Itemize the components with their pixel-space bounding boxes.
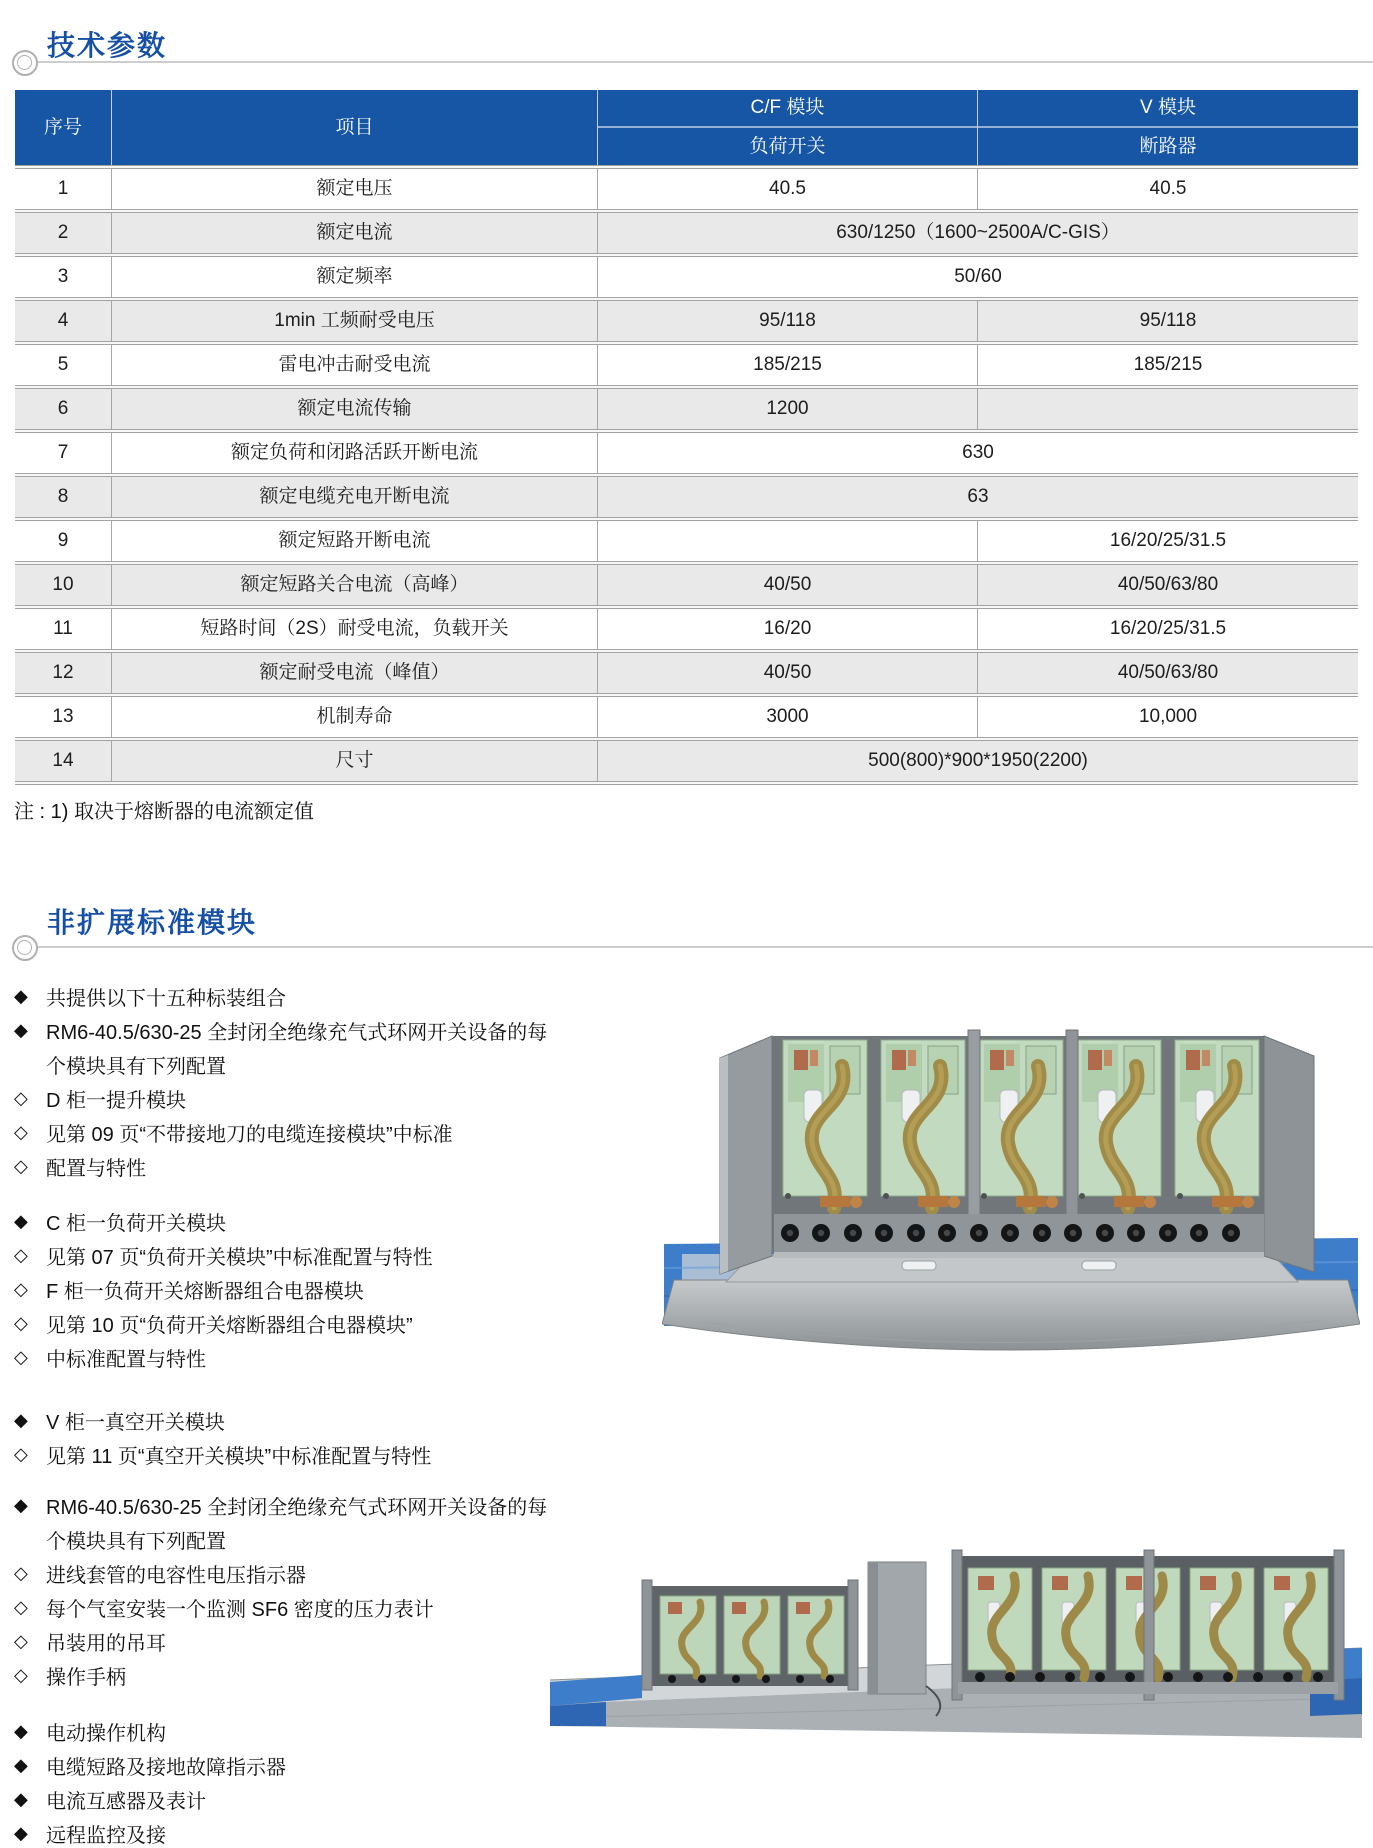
bullet-marker-icon: ◇: [14, 1155, 28, 1176]
bullet-marker-icon: ◇: [14, 1087, 28, 1108]
table-row: [15, 477, 1358, 517]
col-header-v-module: V 模块: [978, 90, 1358, 128]
cell-v: [978, 389, 1358, 429]
section-marker-icon: [12, 50, 38, 76]
table-row: [15, 345, 1358, 385]
list-item: [14, 1272, 604, 1306]
list-item: [14, 1047, 604, 1081]
list-item: [14, 1149, 604, 1183]
table-row: [15, 609, 1358, 649]
cell-cf: 16/20: [598, 609, 978, 649]
cell-cf: 3000: [598, 697, 978, 737]
table-header: [15, 90, 1358, 165]
cell-value-merged: 50/60: [954, 266, 1002, 287]
cell-item: 额定负荷和闭路活跃开断电流: [112, 433, 598, 473]
cell-v: 40.5: [1149, 178, 1187, 199]
bullet-marker-icon: ◇: [14, 1278, 28, 1299]
cell-cf: 1200: [598, 389, 978, 429]
list-item: [14, 1782, 604, 1816]
list-item-text: 见第 10 页“负荷开关熔断器组合电器模块”: [46, 1314, 413, 1337]
cell-item: 额定电流: [112, 213, 598, 253]
spec-table: [15, 90, 1358, 785]
bullet-marker-icon: ◇: [14, 1312, 28, 1333]
cell-no: 7: [15, 433, 112, 473]
list-item-text: 中标准配置与特性: [46, 1348, 206, 1371]
col-header-v: [978, 90, 1358, 165]
bullet-marker-icon: ◆: [14, 1494, 28, 1515]
list-item: [14, 1306, 604, 1340]
table-footnote: 注 : 1) 取决于熔断器的电流额定值: [14, 801, 315, 823]
list-item: [14, 1437, 604, 1471]
list-item: [14, 979, 604, 1013]
section-title-standard-modules: 非扩展标准模块: [47, 907, 258, 938]
section-title-tech-params: 技术参数: [47, 30, 168, 61]
table-row: [15, 697, 1358, 737]
cell-no: 1: [15, 169, 112, 209]
cell-item: 尺寸: [112, 741, 598, 781]
list-item-text: 共提供以下十五种标装组合: [46, 987, 286, 1010]
table-row: [15, 565, 1358, 605]
cell-cf: 40.5: [598, 169, 978, 209]
cell-value-merged: 63: [967, 486, 989, 507]
table-row: [15, 169, 1358, 209]
cell-no: 12: [15, 653, 112, 693]
list-item: [14, 1013, 604, 1047]
bullet-group-3: [14, 1403, 604, 1471]
list-item: [14, 1204, 604, 1238]
cell-v: 16/20/25/31.5: [1109, 618, 1227, 639]
list-item: [14, 1748, 604, 1782]
table-row: [15, 741, 1358, 781]
cell-item: 额定耐受电流（峰值）: [112, 653, 598, 693]
cell-v: 40/50/63/80: [1117, 574, 1219, 595]
cell-item: 短路时间（2S）耐受电流，负载开关: [112, 609, 598, 649]
list-item-text: 电流互感器及表计: [46, 1790, 206, 1813]
cell-no: 10: [15, 565, 112, 605]
list-item-text: 见第 07 页“负荷开关模块”中标准配置与特性: [46, 1246, 433, 1269]
list-item-text: 电缆短路及接地故障指示器: [46, 1756, 286, 1779]
list-item-text: V 柜一真空开关模块: [46, 1411, 225, 1434]
section-divider-line: [28, 946, 1373, 948]
list-item-text: F 柜一负荷开关熔断器组合电器模块: [46, 1280, 364, 1303]
table-row: [15, 521, 1358, 561]
bullet-marker-icon: ◇: [14, 1664, 28, 1685]
bullet-group-5: [14, 1714, 604, 1848]
list-item-text: RM6-40.5/630-25 全封闭全绝缘充气式环网开关设备的每: [46, 1021, 548, 1044]
bullet-marker-icon: ◆: [14, 1409, 28, 1430]
list-item-text: 进线套管的电容性电压指示器: [46, 1564, 306, 1587]
col-header-cf-sub: 负荷开关: [749, 136, 826, 157]
cell-item: 额定电流传输: [112, 389, 598, 429]
list-item: [14, 1238, 604, 1272]
row-separator: [15, 781, 1358, 785]
bullet-marker-icon: ◆: [14, 1720, 28, 1741]
bullet-marker-icon: ◆: [14, 1822, 28, 1843]
list-item: [14, 1488, 604, 1522]
bullet-marker-icon: ◇: [14, 1121, 28, 1142]
list-item-text: 操作手柄: [46, 1666, 126, 1689]
cell-value-merged: 630/1250（1600~2500A/C-GIS）: [836, 222, 1120, 243]
cell-item: 1min 工频耐受电压: [112, 301, 598, 341]
bullet-group-2: [14, 1204, 604, 1374]
cell-no: 9: [15, 521, 112, 561]
bullet-marker-icon: ◇: [14, 1596, 28, 1617]
table-row: [15, 653, 1358, 693]
cell-no: 13: [15, 697, 112, 737]
col-header-no: 序号: [15, 90, 112, 165]
bullet-marker-icon: ◆: [14, 1754, 28, 1775]
list-item-text: 配置与特性: [46, 1157, 146, 1180]
list-item-text: RM6-40.5/630-25 全封闭全绝缘充气式环网开关设备的每: [46, 1496, 548, 1519]
list-item-text: 个模块具有下列配置: [46, 1530, 226, 1553]
list-item-text: C 柜一负荷开关模块: [46, 1212, 226, 1235]
bullet-marker-icon: ◇: [14, 1630, 28, 1651]
list-item-text: 吊装用的吊耳: [46, 1632, 166, 1655]
table-row: [15, 213, 1358, 253]
cell-item: 额定短路开断电流: [112, 521, 598, 561]
cell-v: 16/20/25/31.5: [1109, 530, 1227, 551]
bullet-marker-icon: ◆: [14, 1788, 28, 1809]
cell-cf: 185/215: [598, 345, 978, 385]
list-item-text: 见第 09 页“不带接地刀的电缆连接模块”中标准: [46, 1123, 453, 1146]
list-item: [14, 1816, 604, 1848]
bullet-marker-icon: ◆: [14, 1210, 28, 1231]
col-header-cf-module: C/F 模块: [598, 90, 977, 128]
col-header-v-sub: 断路器: [1139, 136, 1197, 157]
bullet-marker-icon: ◇: [14, 1562, 28, 1583]
cell-no: 14: [15, 741, 112, 781]
bullet-marker-icon: ◇: [14, 1244, 28, 1265]
photo-switchgear-assembly-line: [550, 1528, 1362, 1752]
section-marker-icon: [12, 935, 38, 961]
cell-no: 11: [15, 609, 112, 649]
list-item-text: 见第 11 页“真空开关模块”中标准配置与特性: [46, 1445, 432, 1468]
list-item: [14, 1590, 604, 1624]
cell-item: 额定频率: [112, 257, 598, 297]
cell-no: 8: [15, 477, 112, 517]
cell-no: 3: [15, 257, 112, 297]
cell-v: 95/118: [1139, 310, 1197, 331]
cell-no: 6: [15, 389, 112, 429]
cell-item: 额定电缆充电开断电流: [112, 477, 598, 517]
cell-cf: 95/118: [598, 301, 978, 341]
cell-no: 4: [15, 301, 112, 341]
cell-value-merged: 500(800)*900*1950(2200): [868, 750, 1088, 771]
col-header-item: 项目: [112, 90, 598, 165]
section-divider-line: [28, 61, 1373, 63]
bullet-marker-icon: ◆: [14, 1019, 28, 1040]
cell-cf: 40/50: [598, 653, 978, 693]
list-item: [14, 1115, 604, 1149]
table-row: [15, 389, 1358, 429]
list-item-text: 每个气室安装一个监测 SF6 密度的压力表计: [46, 1598, 434, 1621]
cell-cf: 40/50: [598, 565, 978, 605]
list-item: [14, 1556, 604, 1590]
cell-v: 185/215: [1133, 354, 1203, 375]
bullet-marker-icon: ◇: [14, 1346, 28, 1367]
cell-item: 额定短路关合电流（高峰）: [112, 565, 598, 605]
cell-cf: [598, 521, 978, 561]
bullet-marker-icon: ◆: [14, 985, 28, 1006]
list-item-text: D 柜一提升模块: [46, 1089, 186, 1112]
cell-value-merged: 630: [962, 442, 994, 463]
bullet-marker-icon: ◇: [14, 1443, 28, 1464]
list-item: [14, 1340, 604, 1374]
list-item: [14, 1081, 604, 1115]
col-header-cf: [598, 90, 978, 165]
bullet-group-4: [14, 1488, 604, 1692]
cell-no: 2: [15, 213, 112, 253]
cell-item: 额定电压: [112, 169, 598, 209]
table-row: [15, 301, 1358, 341]
table-row: [15, 257, 1358, 297]
list-item: [14, 1624, 604, 1658]
list-item-text: 远程监控及接: [46, 1824, 166, 1847]
cell-item: 雷电冲击耐受电流: [112, 345, 598, 385]
list-item-text: 电动操作机构: [46, 1722, 166, 1745]
cell-no: 5: [15, 345, 112, 385]
list-item: [14, 1403, 604, 1437]
table-row: [15, 433, 1358, 473]
list-item-text: 个模块具有下列配置: [46, 1055, 226, 1078]
list-item: [14, 1714, 604, 1748]
bullet-group-1: [14, 979, 604, 1183]
list-item: [14, 1658, 604, 1692]
cell-item: 机制寿命: [112, 697, 598, 737]
photo-switchgear-modules: [662, 1024, 1360, 1372]
cell-v: 40/50/63/80: [1117, 662, 1219, 683]
list-item: [14, 1522, 604, 1556]
cell-v: 10,000: [1138, 706, 1198, 727]
